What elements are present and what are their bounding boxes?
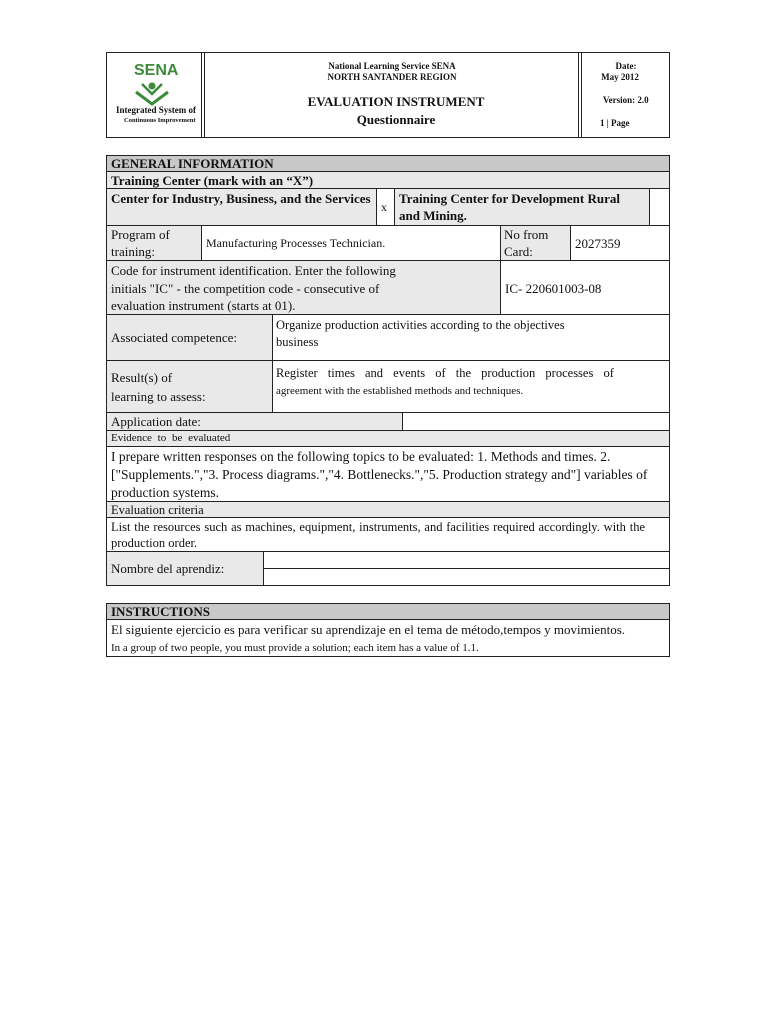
results-value-2: agreement with the established methods and techniques. bbox=[276, 385, 524, 397]
learner-name-label: Nombre del aprendiz: bbox=[111, 561, 225, 576]
page-label: 1 | Page bbox=[600, 118, 630, 128]
application-date-label: Application date: bbox=[111, 414, 201, 429]
system-line-1: Integrated System of bbox=[116, 105, 196, 115]
card-label: No from Card: bbox=[504, 227, 549, 260]
competence-value: Organize production activities according to the objectives business bbox=[276, 318, 565, 349]
competence-label: Associated competence: bbox=[111, 330, 237, 345]
code-label: Code for instrument identification. Enter the following initials "IC" - the competition code - consecutive of evaluation instrument (starts at 01). bbox=[111, 263, 396, 314]
sena-logo-text: SENA bbox=[134, 62, 179, 79]
program-label: Program of training: bbox=[111, 227, 170, 260]
results-label-1: Result(s) of bbox=[111, 370, 173, 385]
header-divider-left bbox=[201, 52, 205, 138]
learner-name-input-1[interactable] bbox=[264, 552, 669, 569]
code-value: IC- 220601003-08 bbox=[505, 281, 602, 296]
sena-logo bbox=[128, 62, 180, 106]
results-label-cell bbox=[107, 361, 273, 413]
system-line-2: Continuous Improvement bbox=[124, 117, 196, 124]
instructions-line-2: In a group of two people, you must provide a solution; each item has a value of 1.1. bbox=[111, 642, 479, 654]
center-right-mark-cell[interactable] bbox=[650, 189, 669, 226]
criteria-text: List the resources such as machines, equipment, instruments, and facilities required accordingly. with the production order. bbox=[111, 520, 645, 551]
sena-logo-figure-icon bbox=[128, 62, 180, 106]
results-value-1: Register times and events of the production processes of bbox=[276, 366, 614, 380]
evidence-label: Evidence to be evaluated bbox=[111, 432, 231, 444]
version-label: Version: 2.0 bbox=[603, 95, 649, 105]
learner-name-input-2[interactable] bbox=[264, 569, 669, 585]
date-value: May 2012 bbox=[601, 72, 639, 82]
instructions-title: INSTRUCTIONS bbox=[111, 604, 210, 619]
org-line-1: National Learning Service SENA bbox=[328, 61, 456, 71]
general-info-title: GENERAL INFORMATION bbox=[111, 156, 274, 171]
instructions-line-1: El siguiente ejercicio es para verificar su aprendizaje en el tema de método,tempos y movimientos. bbox=[111, 622, 626, 637]
card-value: 2027359 bbox=[575, 236, 621, 251]
doc-subtitle: Questionnaire bbox=[356, 112, 436, 127]
training-center-label: Training Center (mark with an “X”) bbox=[111, 173, 314, 188]
criteria-label: Evaluation criteria bbox=[111, 503, 204, 517]
date-label: Date: bbox=[615, 61, 637, 71]
org-line-2: NORTH SANTANDER REGION bbox=[327, 72, 457, 82]
evidence-text: I prepare written responses on the following topics to be evaluated: 1. Methods and times. 2. ["Supplements.","3. Process diagrams.","4. Bottlenecks.","5. Production strategy and"] variables of production systems. bbox=[111, 449, 648, 500]
results-label-2: learning to assess: bbox=[111, 389, 206, 404]
center-right-text: Training Center for Development Rural and Mining. bbox=[399, 191, 620, 224]
program-value: Manufacturing Processes Technician. bbox=[206, 236, 386, 250]
center-mark: x bbox=[381, 200, 387, 214]
center-left-text: Center for Industry, Business, and the Services bbox=[111, 191, 371, 206]
doc-title: EVALUATION INSTRUMENT bbox=[307, 94, 485, 109]
application-date-input[interactable] bbox=[403, 413, 669, 431]
